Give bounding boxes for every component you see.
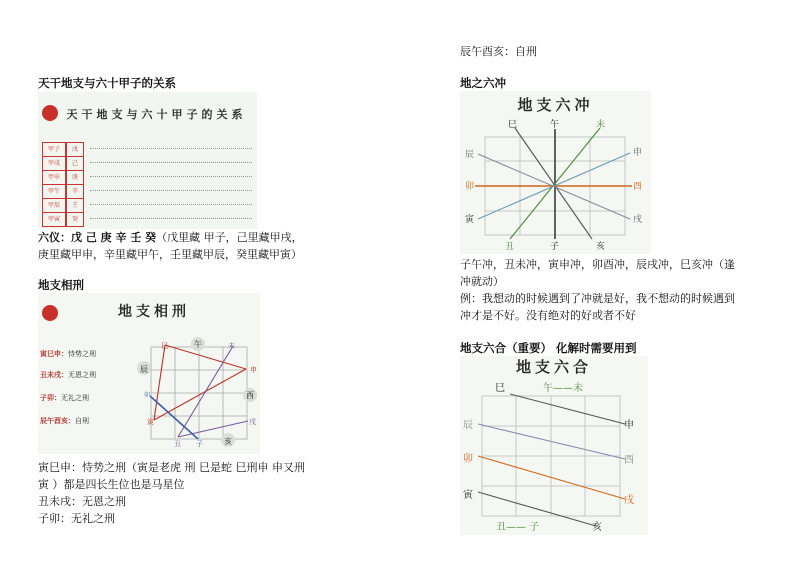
- image-dizhi-liuchong: [460, 91, 651, 254]
- table-row-filler: [90, 148, 252, 149]
- heading-tiangan-dizhi: 天干地支与六十甲子的关系: [38, 76, 176, 90]
- branch-you: 酉: [246, 391, 254, 400]
- table-row-filler: [90, 218, 252, 219]
- liuyi-line-1: [38, 229, 303, 246]
- branch-chou: 丑: [505, 242, 515, 252]
- branch-si: 巳: [508, 120, 518, 130]
- liuchong-diagram: [460, 91, 651, 254]
- xing-text-1: 寅巳申：恃势之刑（寅是老虎 刑 巳是蛇 巳刑申 申又刑: [38, 461, 305, 474]
- table-row-filler: [90, 190, 252, 191]
- table-row-value: 戊: [66, 142, 84, 157]
- table-row-label: 甲寅: [42, 212, 66, 227]
- table-row-label: 甲子: [42, 142, 66, 157]
- table-row-value: 辛: [66, 184, 84, 199]
- branch-yin: 寅: [147, 418, 154, 426]
- table-row-value: 庚: [66, 170, 84, 185]
- branch-chen: 辰: [140, 365, 148, 374]
- liuyi-title: 六仪：戊 己 庚 辛 壬 癸: [38, 231, 157, 244]
- xing-text-4: 子卯：无礼之刑: [38, 512, 115, 525]
- chong-text-4: 冲才是不好。没有绝对的好或者不好: [460, 309, 636, 322]
- branch-si: 巳: [495, 383, 505, 394]
- table-row-label: 甲辰: [42, 198, 66, 213]
- xing-item-4: 辰午酉亥：自刑: [40, 417, 89, 425]
- table-row-filler: [90, 176, 252, 177]
- table-row-label: 甲申: [42, 170, 66, 185]
- branch-si: 巳: [161, 342, 168, 350]
- chong-text-1: 子午冲，丑未冲，寅申冲，卯酉冲，辰戌冲，巳亥冲（逢: [460, 258, 735, 271]
- branch-zi: 子: [196, 440, 203, 448]
- image-dizhi-liuhe: [460, 356, 648, 535]
- image-title: 地支相刑: [118, 304, 190, 320]
- xing-item-1: 寅巳申：恃势之刑: [40, 350, 96, 358]
- branch-chen: 辰: [465, 150, 475, 160]
- branch-yin: 寅: [465, 215, 475, 225]
- image-tiangan-dizhi-table: [38, 92, 257, 229]
- branch-xu: 戌: [249, 418, 256, 426]
- liuyi-text: （戊里藏 甲子，己里藏甲戌，: [156, 231, 303, 244]
- liuhe-diagram: [460, 356, 648, 535]
- branch-xu: 戌: [633, 215, 643, 225]
- table-row-value: 己: [66, 156, 84, 171]
- liuyi-line-2: 庚里藏甲申，辛里藏甲午，壬里藏甲辰，癸里藏甲寅）: [38, 248, 302, 261]
- xing-text-2: 寅 ）都是四长生位也是马星位: [38, 478, 185, 491]
- branch-hai: 亥: [596, 242, 606, 252]
- branch-chou-zi: 丑—— 子: [496, 522, 540, 533]
- chong-text-2: 冲就动）: [460, 275, 504, 288]
- branch-chen: 辰: [463, 420, 473, 431]
- branch-you: 酉: [624, 455, 634, 466]
- chong-text-3: 例：我想动的时候遇到了冲就是好，我不想动的时候遇到: [460, 292, 735, 305]
- xiangxing-diagram: [38, 293, 260, 454]
- branch-shen: 申: [250, 366, 257, 374]
- branch-wei: 未: [228, 342, 235, 350]
- xing-item-2: 丑未戌：无恩之刑: [40, 371, 96, 379]
- branch-yin: 寅: [463, 490, 473, 501]
- table-row-value: 癸: [66, 212, 84, 227]
- branch-wei: 未: [596, 120, 606, 130]
- table-row-label: 甲午: [42, 184, 66, 199]
- heading-liuchong: 地之六冲: [460, 76, 506, 90]
- branch-wu-wei: 午——未: [543, 383, 583, 394]
- xing-text-3: 丑未戌：无恩之刑: [38, 495, 126, 508]
- table-row-value: 壬: [66, 198, 84, 213]
- image-title: 天干地支与六十甲子的关系: [66, 108, 247, 121]
- table-row-label: 甲戌: [42, 156, 66, 171]
- image-dizhi-xiangxing: [38, 293, 260, 454]
- heading-xiangxing: 地支相刑: [38, 278, 84, 292]
- branch-wu: 午: [550, 120, 560, 130]
- image-title: 地支六合: [515, 358, 592, 376]
- table-row-filler: [90, 204, 252, 205]
- branch-mao: 卯: [144, 392, 151, 399]
- zixing-line: 辰午酉亥：自刑: [460, 45, 537, 58]
- branch-hai: 亥: [224, 437, 232, 446]
- xing-item-3: 子卯：无礼之刑: [40, 394, 89, 402]
- heading-liuhe: 地支六合（重要） 化解时需要用到: [460, 341, 637, 355]
- branch-wu: 午: [194, 340, 202, 349]
- branch-xu: 戌: [624, 495, 634, 506]
- branch-zi: 子: [550, 242, 560, 252]
- branch-hai: 亥: [592, 522, 602, 533]
- branch-mao: 卯: [465, 182, 475, 192]
- table-row-filler: [90, 162, 252, 163]
- branch-shen: 申: [633, 148, 643, 158]
- image-title: 地支六冲: [517, 96, 594, 114]
- branch-you: 酉: [633, 182, 643, 192]
- branch-shen: 申: [624, 420, 634, 431]
- branch-mao: 卯: [463, 454, 473, 465]
- branch-chou: 丑: [174, 440, 181, 448]
